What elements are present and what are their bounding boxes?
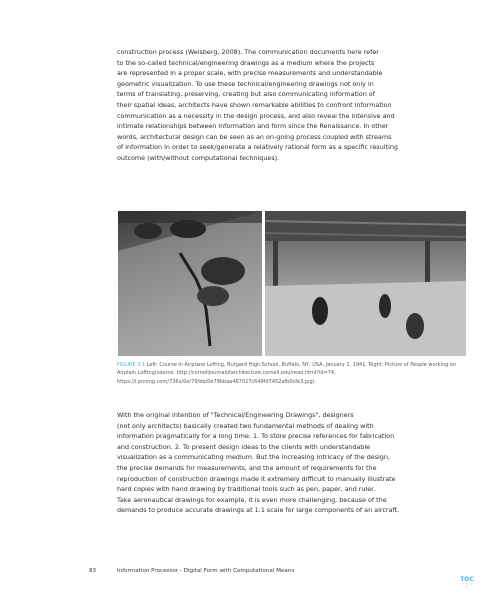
body-paragraph-bottom: With the original intention of "Technical/Engineering Drawings", designers (not only architects) basically created two fundamental methods of dealing with information pragmatically for a long time: 1. To store precise references for fabrication and construction. 2. To present design ideas to the clients with understandable visualization as a communicating medium. But the increasing intricacy of the design, the precise demands for measurements, and the amount of requirements for the reproduction of construction drawings made it extremely difficult to manually illustrate hard copies with hand drawing by traditional tools such as pen, paper, and ruler. Take aeronautical drawings for example, it is even more challenging, because of the demands to produce accurate drawings at 1:1 scale for large components of an aircraft,: [117, 411, 400, 515]
lofting-course-photo: [118, 211, 262, 356]
toc-link[interactable]: [460, 576, 474, 589]
figure-caption-text: Left: Course in Airplane Lofting, Burgard High School, Buffalo, NY, USA, January 1, 1941. Right: Picture of People working on Airplain Lofting(source: http://cornelljournalofarchitecture.cornell.edu/read.html?id=74, https://i.pinimg.com/736x/0e/79/bb/0e79bbaa467027c649fd7452afb0cfe3.jpg).: [117, 362, 457, 385]
figure-caption: [117, 361, 467, 386]
toc-label: TOC: [460, 576, 474, 583]
lofting-workers-photo: [265, 211, 466, 356]
body-paragraph-top: construction process (Weisberg, 2008). The communication documents here refer to the so-called technical/engineering drawings as a medium where the projects are represented in a proper scale, with precise measurements and understandable geometric visualization. To use these technical/engineering drawings not only in terms of translating, preserving, creating but also communicating information of their spatial ideas, architects have shown remarkable abilities to confront information communication as a necessity in the design process, and also reveal the intensive and intimate relationships between information and form since the Renaissance. In other words, architectural design can be seen as an on-going process coupled with streams of information in order to seek/generate a relatively rational form as a specific resulting outcome (with/without computational techniques).: [117, 48, 398, 162]
running-title: Information Processor - Digital Form with Computational Means: [117, 568, 295, 574]
page-footer: [89, 568, 294, 574]
figure-label: FIGURE 3.1: [117, 362, 146, 368]
figure-3-1: [118, 211, 466, 356]
page-number: 83: [89, 568, 97, 574]
toc-dots: • • • •: [461, 582, 473, 589]
